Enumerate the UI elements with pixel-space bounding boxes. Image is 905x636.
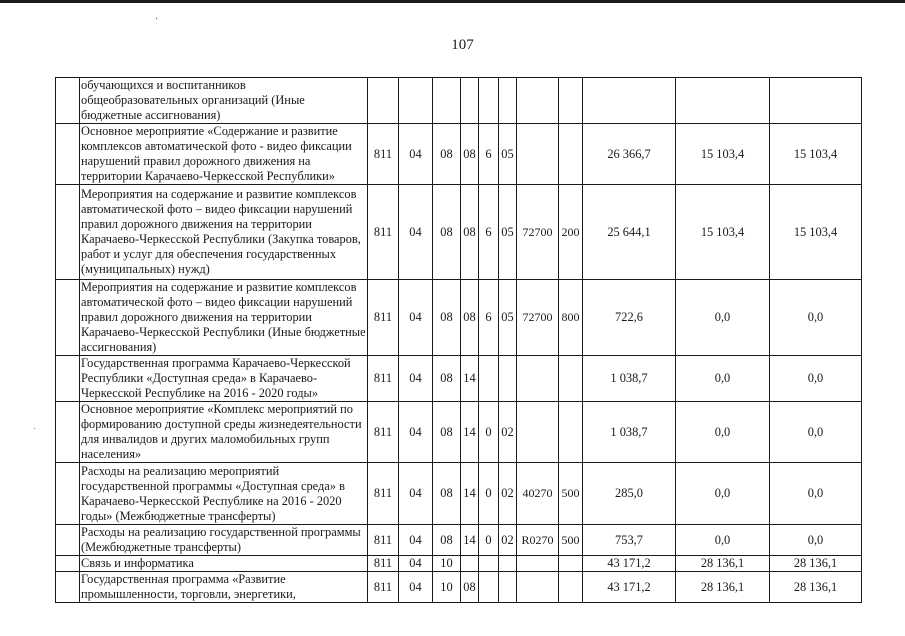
expense-type-cell — [559, 402, 583, 463]
amount-2020-cell: 0,0 — [770, 356, 862, 402]
event-cell: 02 — [499, 525, 517, 556]
table-row — [56, 463, 862, 525]
amount-2019-cell: 0,0 — [676, 280, 770, 356]
amount-2019-cell: 15 103,4 — [676, 185, 770, 280]
subprogram-cell: 6 — [479, 280, 499, 356]
amount-2020-cell: 0,0 — [770, 402, 862, 463]
direction-cell: 72700 — [517, 185, 559, 280]
amount-2020-cell: 0,0 — [770, 463, 862, 525]
event-cell: 05 — [499, 124, 517, 185]
subprogram-cell: 6 — [479, 124, 499, 185]
direction-cell — [517, 556, 559, 572]
scan-mark: ‘ — [155, 16, 159, 27]
amount-2019-cell: 0,0 — [676, 463, 770, 525]
table-row — [56, 280, 862, 356]
ved-code-cell: 811 — [368, 124, 399, 185]
ved-code-cell: 811 — [368, 463, 399, 525]
blank-margin-cell — [56, 280, 80, 356]
amount-2019-cell: 28 136,1 — [676, 572, 770, 603]
ved-code-cell: 811 — [368, 185, 399, 280]
expense-name-cell: Мероприятия на содержание и развитие комплексов автоматической фото – видео фиксации нарушений правил дорожного движения на территории Карачаево-Черкесской Республики (Иные бюджетные ассигнования) — [81, 280, 366, 354]
amount-2018-cell: 43 171,2 — [583, 572, 676, 603]
blank-margin-cell — [56, 525, 80, 556]
section-cell — [399, 78, 433, 124]
section-cell: 04 — [399, 280, 433, 356]
amount-2020-cell: 28 136,1 — [770, 572, 862, 603]
expense-name-cell: Мероприятия на содержание и развитие комплексов автоматической фото – видео фиксации нарушений правил дорожного движения на территории Карачаево-Черкесской Республики (Закупка товаров, работ и услуг для обеспечения государственных (муниципальных) нужд) — [80, 185, 368, 280]
amount-2020-cell: 0,0 — [770, 280, 862, 356]
amount-2018-cell: 25 644,1 — [583, 185, 676, 280]
event-cell: 02 — [499, 463, 517, 525]
amount-2018-cell: 753,7 — [583, 525, 676, 556]
event-cell: 02 — [499, 402, 517, 463]
subprogram-cell: 0 — [479, 525, 499, 556]
expense-type-cell: 200 — [559, 185, 583, 280]
table-row — [56, 402, 862, 463]
direction-cell — [517, 124, 559, 185]
amount-2019-cell: 0,0 — [676, 525, 770, 556]
section-cell: 04 — [399, 402, 433, 463]
blank-margin-cell — [56, 402, 80, 463]
expense-name-cell: Основное мероприятие «Содержание и развитие комплексов автоматической фото - видео фиксации нарушений правил дорожного движения на территории Карачаево-Черкесской Республики» — [80, 124, 368, 185]
subprogram-cell — [479, 356, 499, 402]
subprogram-cell: 6 — [479, 185, 499, 280]
amount-2019-cell: 0,0 — [676, 402, 770, 463]
section-cell: 04 — [399, 356, 433, 402]
subprogram-cell — [479, 572, 499, 603]
subsection-cell: 08 — [433, 525, 461, 556]
event-cell: 05 — [499, 280, 517, 356]
program-cell: 14 — [461, 402, 479, 463]
expense-type-cell — [559, 78, 583, 124]
amount-2018-cell: 1 038,7 — [583, 356, 676, 402]
expense-type-cell — [559, 556, 583, 572]
subsection-cell: 08 — [433, 463, 461, 525]
direction-cell — [517, 402, 559, 463]
blank-margin-cell — [56, 185, 80, 280]
subsection-cell: 10 — [433, 556, 461, 572]
blank-margin-cell — [56, 556, 80, 572]
budget-table — [55, 77, 862, 603]
blank-margin-cell — [56, 356, 80, 402]
program-cell — [461, 556, 479, 572]
subsection-cell: 08 — [433, 402, 461, 463]
direction-cell — [517, 356, 559, 402]
table-row — [56, 572, 862, 603]
expense-type-cell — [559, 572, 583, 603]
blank-margin-cell — [56, 124, 80, 185]
blank-margin-cell — [56, 463, 80, 525]
event-cell — [499, 78, 517, 124]
ved-code-cell: 811 — [368, 356, 399, 402]
program-cell: 14 — [461, 525, 479, 556]
program-cell: 08 — [461, 280, 479, 356]
blank-margin-cell — [56, 78, 80, 124]
section-cell: 04 — [399, 572, 433, 603]
direction-cell — [517, 78, 559, 124]
amount-2018-cell: 1 038,7 — [583, 402, 676, 463]
expense-name-cell: Государственная программа Карачаево-Черкесской Республики «Доступная среда» в Карачаево-Черкесской Республике на 2016 - 2020 годы» — [80, 356, 368, 402]
ved-code-cell: 811 — [368, 402, 399, 463]
subsection-cell: 08 — [433, 356, 461, 402]
expense-name-cell: Основное мероприятие «Комплекс мероприятий по формированию доступной среды жизнедеятельности для инвалидов и других маломобильных групп населения» — [80, 402, 368, 463]
event-cell: 05 — [499, 185, 517, 280]
scan-mark: · — [33, 424, 37, 435]
ved-code-cell: 811 — [368, 556, 399, 572]
expense-type-cell: 500 — [559, 525, 583, 556]
page-number: 107 — [451, 37, 474, 53]
ved-code-cell: 811 — [368, 525, 399, 556]
subprogram-cell: 0 — [479, 402, 499, 463]
amount-2018-cell: 285,0 — [583, 463, 676, 525]
table-row — [56, 124, 862, 185]
program-cell: 14 — [461, 356, 479, 402]
ved-code-cell — [368, 78, 399, 124]
amount-2020-cell — [770, 78, 862, 124]
subprogram-cell: 0 — [479, 463, 499, 525]
expense-type-cell — [559, 356, 583, 402]
subprogram-cell — [479, 556, 499, 572]
expense-name-cell: Расходы на реализацию государственной программы (Межбюджетные трансферты) — [80, 525, 368, 556]
top-border-line — [0, 0, 905, 3]
table-row — [56, 356, 862, 402]
expense-name-cell: Связь и информатика — [80, 556, 368, 572]
expense-name-cell: Государственная программа «Развитие промышленности, торговли, энергетики, — [80, 572, 368, 603]
subsection-cell: 10 — [433, 572, 461, 603]
direction-cell: R0270 — [517, 525, 559, 556]
program-cell: 08 — [461, 124, 479, 185]
section-cell: 04 — [399, 525, 433, 556]
direction-cell: 72700 — [517, 280, 559, 356]
subsection-cell: 08 — [433, 124, 461, 185]
amount-2019-cell: 15 103,4 — [676, 124, 770, 185]
ved-code-cell: 811 — [368, 572, 399, 603]
subsection-cell: 08 — [433, 280, 461, 356]
expense-type-cell — [559, 124, 583, 185]
subprogram-cell — [479, 78, 499, 124]
expense-type-cell: 500 — [559, 463, 583, 525]
section-cell: 04 — [399, 463, 433, 525]
amount-2018-cell: 43 171,2 — [583, 556, 676, 572]
event-cell — [499, 356, 517, 402]
table-row — [56, 525, 862, 556]
program-cell: 08 — [461, 185, 479, 280]
direction-cell — [517, 572, 559, 603]
amount-2020-cell: 28 136,1 — [770, 556, 862, 572]
table-row — [56, 185, 862, 280]
event-cell — [499, 572, 517, 603]
direction-cell: 40270 — [517, 463, 559, 525]
section-cell: 04 — [399, 124, 433, 185]
section-cell: 04 — [399, 185, 433, 280]
subsection-cell — [433, 78, 461, 124]
blank-margin-cell — [56, 572, 80, 603]
subsection-cell: 08 — [433, 185, 461, 280]
ved-code-cell: 811 — [368, 280, 399, 356]
amount-2018-cell: 722,6 — [583, 280, 676, 356]
section-cell: 04 — [399, 556, 433, 572]
expense-name-cell: обучающихся и воспитанников общеобразовательных организаций (Иные бюджетные ассигнования) — [80, 78, 368, 124]
amount-2020-cell: 0,0 — [770, 525, 862, 556]
amount-2020-cell: 15 103,4 — [770, 185, 862, 280]
table-row — [56, 556, 862, 572]
table-row — [56, 78, 862, 124]
program-cell — [461, 78, 479, 124]
expense-type-cell: 800 — [559, 280, 583, 356]
event-cell — [499, 556, 517, 572]
amount-2020-cell: 15 103,4 — [770, 124, 862, 185]
expense-name-cell: Расходы на реализацию мероприятий государственной программы «Доступная среда» в Карачаево-Черкесской Республике на 2016 - 2020 годы» (Межбюджетные трансферты) — [80, 463, 368, 525]
amount-2018-cell — [583, 78, 676, 124]
amount-2019-cell — [676, 78, 770, 124]
amount-2019-cell: 28 136,1 — [676, 556, 770, 572]
program-cell: 08 — [461, 572, 479, 603]
program-cell: 14 — [461, 463, 479, 525]
amount-2019-cell: 0,0 — [676, 356, 770, 402]
amount-2018-cell: 26 366,7 — [583, 124, 676, 185]
